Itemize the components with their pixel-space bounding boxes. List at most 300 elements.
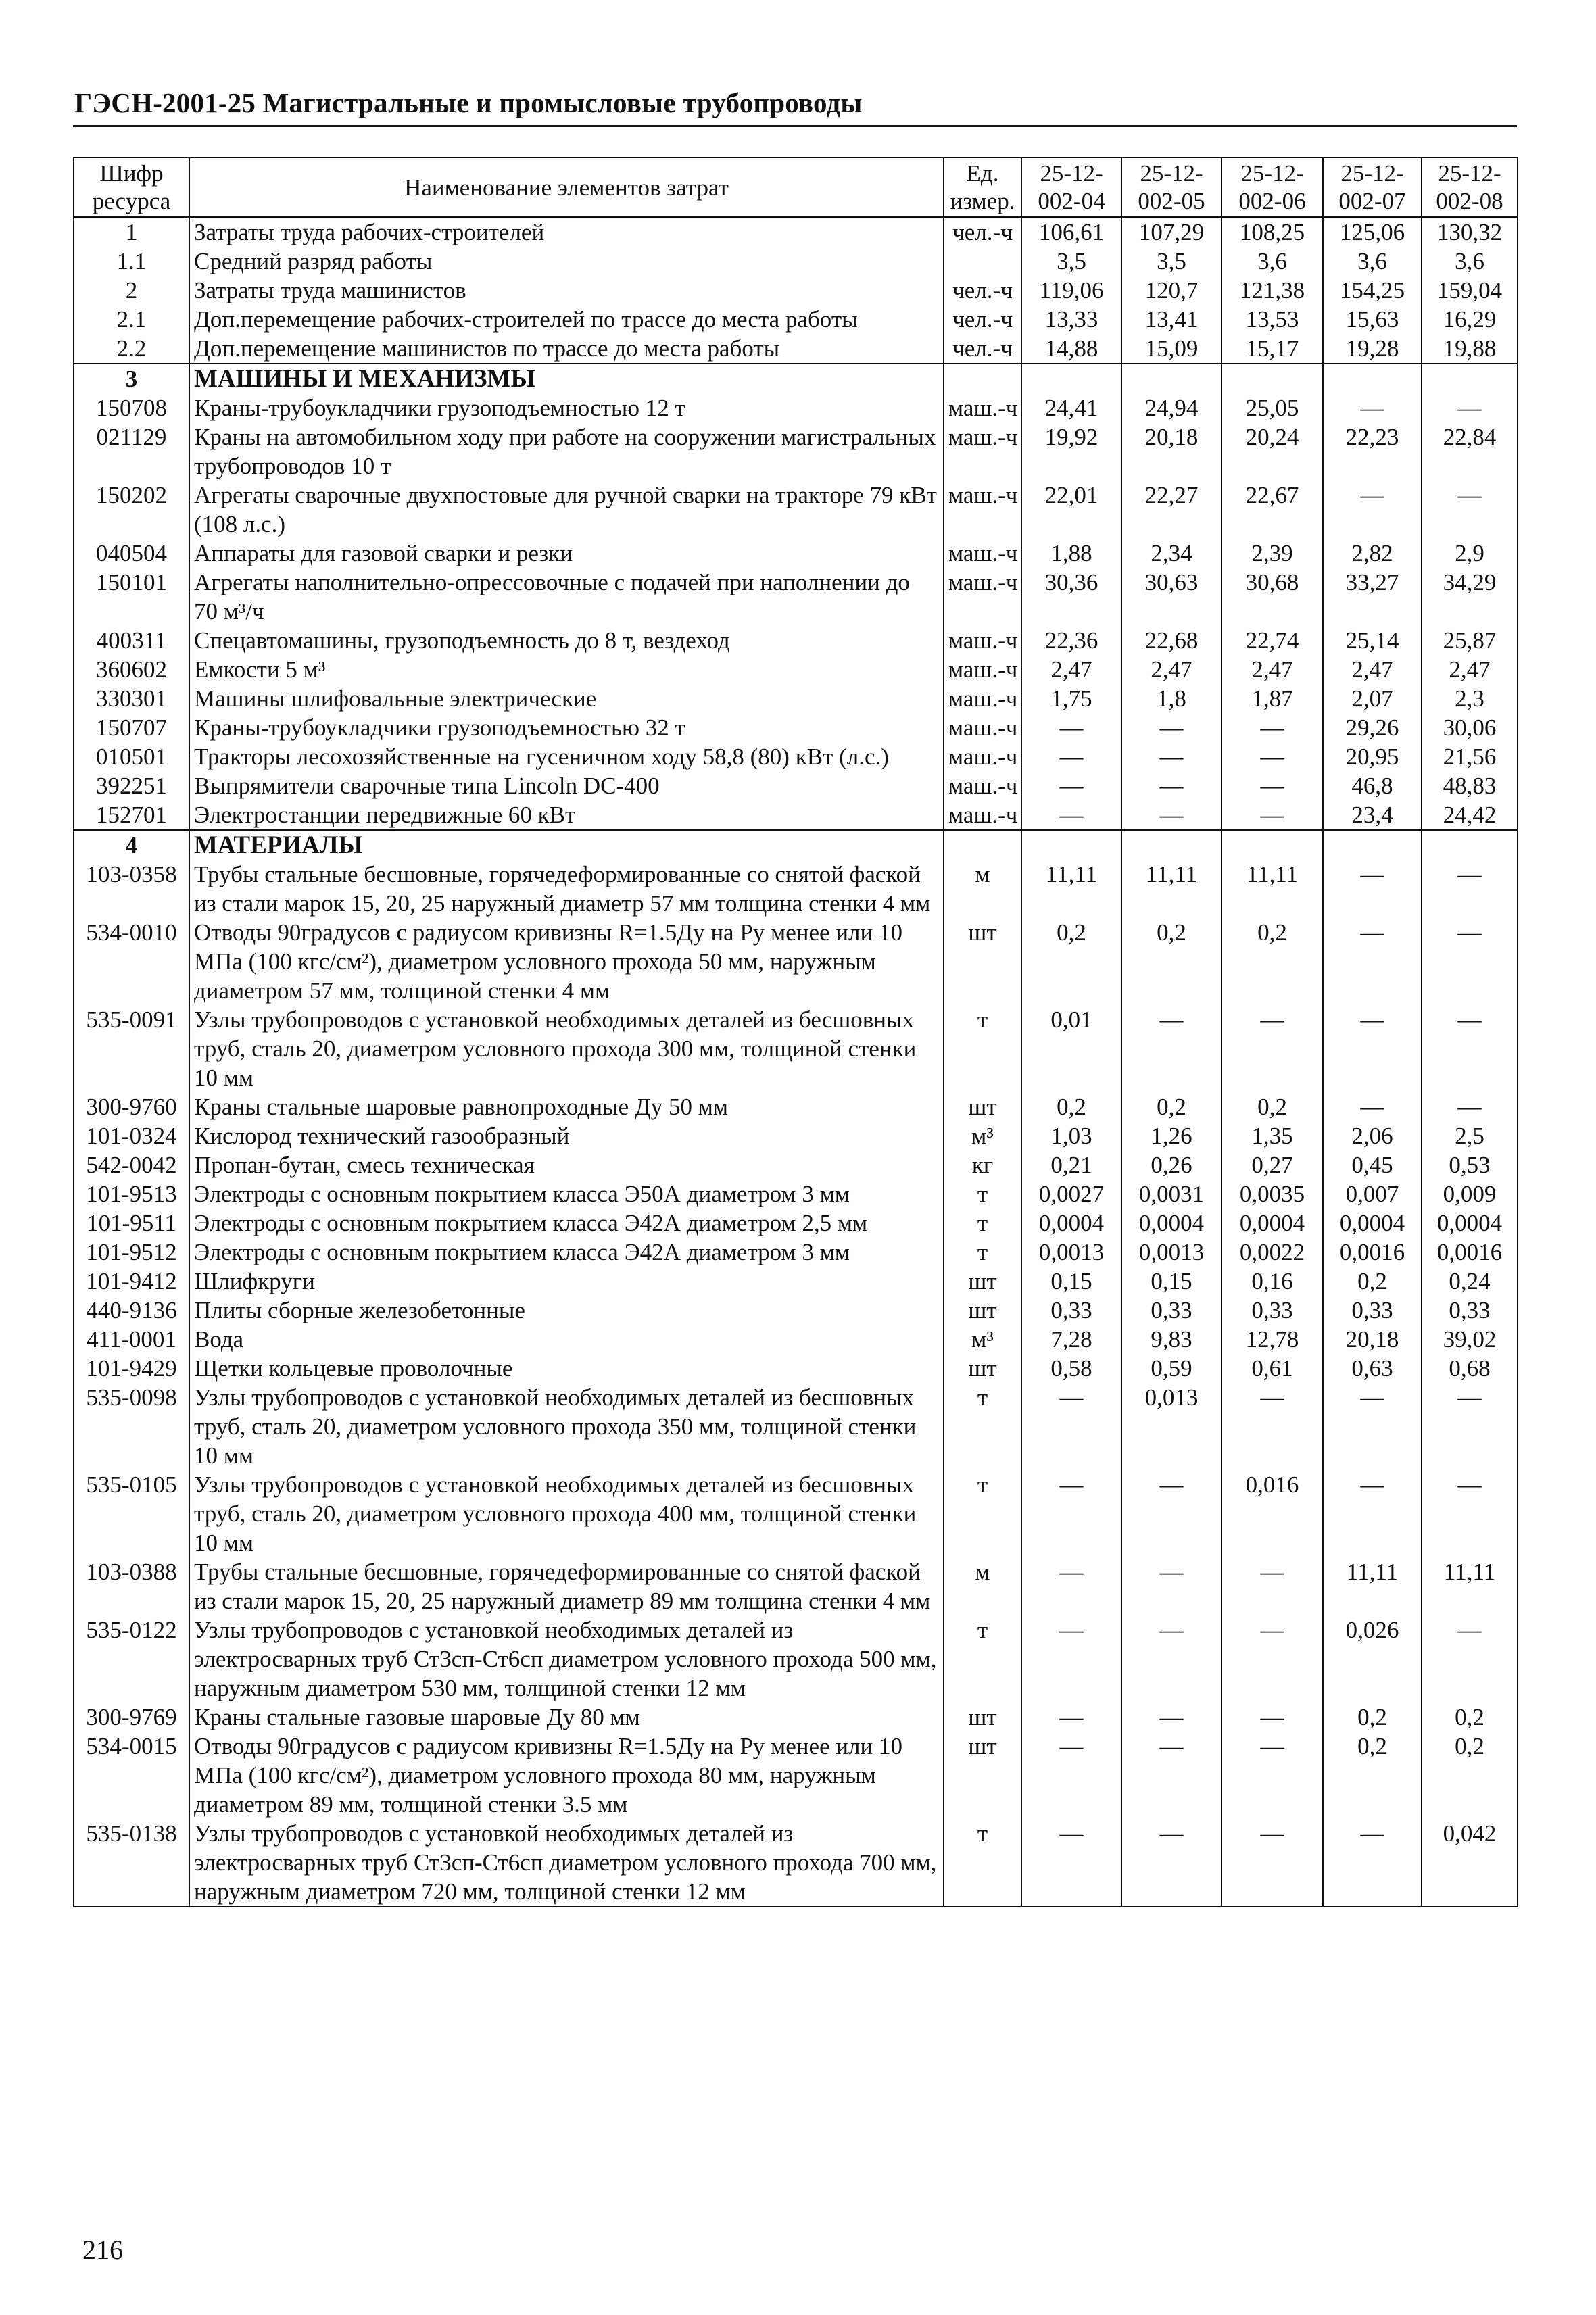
norm-value: —: [1021, 1732, 1121, 1819]
norm-value: —: [1323, 393, 1422, 422]
table-row: [74, 684, 1518, 713]
norm-value: 30,63: [1121, 568, 1222, 626]
norm-value: 46,8: [1323, 771, 1422, 800]
resource-code: 1.1: [74, 247, 189, 276]
norm-value: —: [1222, 1819, 1323, 1907]
table-row: [74, 1150, 1518, 1179]
norm-value: —: [1323, 1819, 1422, 1907]
resource-code: 542-0042: [74, 1150, 189, 1179]
norm-value: 3,5: [1121, 247, 1222, 276]
norm-value: 21,56: [1422, 742, 1518, 771]
norm-value: 11,11: [1121, 860, 1222, 918]
norm-value: —: [1121, 713, 1222, 742]
norm-value: 108,25: [1222, 217, 1323, 247]
resource-code: 150707: [74, 713, 189, 742]
unit: кг: [944, 1150, 1021, 1179]
norm-value: 0,58: [1021, 1354, 1121, 1383]
element-name: Узлы трубопроводов с установкой необходимых деталей из электросварных труб Ст3сп-Ст6сп диаметром условного прохода 500 мм, наружным диаметром 530 мм, толщиной стенки 12 мм: [189, 1615, 944, 1703]
norm-value: 0,0031: [1121, 1179, 1222, 1209]
table-row: [74, 1703, 1518, 1732]
col-header-25-12-002-04: 25-12- 002-04: [1021, 157, 1121, 217]
norm-value: 0,013: [1121, 1383, 1222, 1470]
resource-code: 101-9429: [74, 1354, 189, 1383]
running-head: ГЭСН-2001-25 Магистральные и промысловые трубопроводы: [74, 87, 863, 118]
norm-value: 0,45: [1323, 1150, 1422, 1179]
table-row: [74, 1267, 1518, 1296]
element-name: Краны-трубоукладчики грузоподъемностью 32 т: [189, 713, 944, 742]
resource-code: 101-9512: [74, 1238, 189, 1267]
unit: шт: [944, 1092, 1021, 1121]
norm-value: 15,63: [1323, 305, 1422, 334]
norm-value: 2,34: [1121, 539, 1222, 568]
norm-value: 2,82: [1323, 539, 1422, 568]
table-row: [74, 1354, 1518, 1383]
unit: [944, 830, 1021, 860]
norm-value: —: [1323, 1470, 1422, 1557]
norm-value: 0,2: [1323, 1703, 1422, 1732]
element-name: Средний разряд работы: [189, 247, 944, 276]
norm-value: —: [1422, 393, 1518, 422]
element-name: Краны-трубоукладчики грузоподъемностью 12 т: [189, 393, 944, 422]
resource-code: 411-0001: [74, 1325, 189, 1354]
norm-value: 0,33: [1323, 1296, 1422, 1325]
resource-code: 534-0010: [74, 918, 189, 1005]
element-name: МАТЕРИАЛЫ: [189, 830, 944, 860]
element-name: Затраты труда машинистов: [189, 276, 944, 305]
table-row: [74, 393, 1518, 422]
unit: маш.-ч: [944, 481, 1021, 539]
unit: шт: [944, 1354, 1021, 1383]
norm-value: 121,38: [1222, 276, 1323, 305]
col-header-25-12-002-08: 25-12- 002-08: [1422, 157, 1518, 217]
norm-value: [1323, 830, 1422, 860]
unit: т: [944, 1179, 1021, 1209]
unit: чел.-ч: [944, 334, 1021, 364]
element-name: Доп.перемещение рабочих-строителей по трассе до места работы: [189, 305, 944, 334]
resource-code: 010501: [74, 742, 189, 771]
norm-value: 1,8: [1121, 684, 1222, 713]
norm-value: 3,6: [1222, 247, 1323, 276]
norm-value: 22,68: [1121, 626, 1222, 655]
element-name: Машины шлифовальные электрические: [189, 684, 944, 713]
norm-value: 0,2: [1323, 1267, 1422, 1296]
col-header-name: Наименование элементов затрат: [189, 157, 944, 217]
norm-value: 25,87: [1422, 626, 1518, 655]
norm-value: 125,06: [1323, 217, 1422, 247]
table-row: [74, 1383, 1518, 1470]
norm-value: 2,47: [1422, 655, 1518, 684]
norm-value: —: [1422, 1615, 1518, 1703]
element-name: Тракторы лесохозяйственные на гусеничном ходу 58,8 (80) кВт (л.с.): [189, 742, 944, 771]
resource-code: 360602: [74, 655, 189, 684]
element-name: Отводы 90градусов с радиусом кривизны R=1.5Ду на Ру менее или 10 МПа (100 кгс/см²), диаметром условного прохода 80 мм, наружным диаметром 89 мм, толщиной стенки 3.5 мм: [189, 1732, 944, 1819]
element-name: Узлы трубопроводов с установкой необходимых деталей из бесшовных труб, сталь 20, диаметром условного прохода 400 мм, толщиной стенки 10 мм: [189, 1470, 944, 1557]
norm-value: —: [1422, 1383, 1518, 1470]
table-row: [74, 1615, 1518, 1703]
element-name: Выпрямители сварочные типа Lincoln DC-400: [189, 771, 944, 800]
table-row: [74, 1470, 1518, 1557]
norm-value: 0,0022: [1222, 1238, 1323, 1267]
unit: маш.-ч: [944, 742, 1021, 771]
norm-value: 2,47: [1222, 655, 1323, 684]
norm-value: 0,2: [1222, 1092, 1323, 1121]
norm-value: 0,0027: [1021, 1179, 1121, 1209]
norm-value: —: [1222, 1005, 1323, 1092]
norm-value: 22,84: [1422, 422, 1518, 481]
element-name: Плиты сборные железобетонные: [189, 1296, 944, 1325]
norm-value: 22,27: [1121, 481, 1222, 539]
norm-value: 0,33: [1121, 1296, 1222, 1325]
norm-value: 0,24: [1422, 1267, 1518, 1296]
norm-value: 1,75: [1021, 684, 1121, 713]
unit: т: [944, 1819, 1021, 1907]
element-name: Трубы стальные бесшовные, горячедеформированные со снятой фаской из стали марок 15, 20, 25 наружный диаметр 89 мм толщина стенки 4 мм: [189, 1557, 944, 1615]
resource-code: 2.2: [74, 334, 189, 364]
element-name: Краны стальные газовые шаровые Ду 80 мм: [189, 1703, 944, 1732]
table-row: [74, 1209, 1518, 1238]
norm-value: 0,2: [1021, 918, 1121, 1005]
norm-value: —: [1323, 481, 1422, 539]
element-name: Кислород технический газообразный: [189, 1121, 944, 1150]
unit: маш.-ч: [944, 393, 1021, 422]
norm-value: 22,01: [1021, 481, 1121, 539]
norm-value: 11,11: [1222, 860, 1323, 918]
norm-value: 9,83: [1121, 1325, 1222, 1354]
norm-value: 0,15: [1021, 1267, 1121, 1296]
norm-value: 19,88: [1422, 334, 1518, 364]
norm-value: 0,59: [1121, 1354, 1222, 1383]
norm-value: 20,18: [1121, 422, 1222, 481]
table-row: [74, 1732, 1518, 1819]
norm-value: 39,02: [1422, 1325, 1518, 1354]
norm-value: —: [1021, 771, 1121, 800]
col-header-unit: Ед. измер.: [944, 157, 1021, 217]
norm-value: 2,9: [1422, 539, 1518, 568]
norm-value: —: [1121, 1703, 1222, 1732]
table-row: [74, 860, 1518, 918]
norm-value: —: [1121, 1470, 1222, 1557]
table-body: [74, 217, 1518, 1907]
norm-value: —: [1021, 800, 1121, 830]
unit: маш.-ч: [944, 422, 1021, 481]
norm-value: [1121, 830, 1222, 860]
resource-code: 300-9760: [74, 1092, 189, 1121]
unit: чел.-ч: [944, 217, 1021, 247]
norm-value: 13,41: [1121, 305, 1222, 334]
norm-value: 0,16: [1222, 1267, 1323, 1296]
norm-value: 2,06: [1323, 1121, 1422, 1150]
norm-value: 154,25: [1323, 276, 1422, 305]
norm-value: —: [1222, 1703, 1323, 1732]
norm-value: —: [1222, 742, 1323, 771]
norm-value: 33,27: [1323, 568, 1422, 626]
norm-value: 22,74: [1222, 626, 1323, 655]
resource-code: 152701: [74, 800, 189, 830]
norm-value: —: [1422, 918, 1518, 1005]
norm-value: —: [1222, 771, 1323, 800]
norm-value: 22,67: [1222, 481, 1323, 539]
element-name: Шлифкруги: [189, 1267, 944, 1296]
resource-code: 440-9136: [74, 1296, 189, 1325]
element-name: Узлы трубопроводов с установкой необходимых деталей из бесшовных труб, сталь 20, диаметром условного прохода 350 мм, толщиной стенки 10 мм: [189, 1383, 944, 1470]
table-row: [74, 655, 1518, 684]
unit: шт: [944, 1703, 1021, 1732]
norm-value: 2,07: [1323, 684, 1422, 713]
table-row: [74, 481, 1518, 539]
element-name: Агрегаты сварочные двухпостовые для ручной сварки на тракторе 79 кВт (108 л.с.): [189, 481, 944, 539]
norm-value: [1021, 364, 1121, 393]
norm-value: 24,94: [1121, 393, 1222, 422]
norm-value: 2,47: [1121, 655, 1222, 684]
element-name: Электростанции передвижные 60 кВт: [189, 800, 944, 830]
norm-value: [1222, 830, 1323, 860]
norm-value: 0,01: [1021, 1005, 1121, 1092]
table-row: [74, 1092, 1518, 1121]
element-name: Электроды с основным покрытием класса Э50А диаметром 3 мм: [189, 1179, 944, 1209]
unit: т: [944, 1470, 1021, 1557]
table-row: [74, 334, 1518, 364]
element-name: Трубы стальные бесшовные, горячедеформированные со снятой фаской из стали марок 15, 20, 25 наружный диаметр 57 мм толщина стенки 4 мм: [189, 860, 944, 918]
resource-code: 101-0324: [74, 1121, 189, 1150]
norm-value: —: [1422, 1470, 1518, 1557]
norm-value: 0,009: [1422, 1179, 1518, 1209]
norm-value: 0,0016: [1323, 1238, 1422, 1267]
norm-value: 2,47: [1323, 655, 1422, 684]
norm-value: —: [1121, 1557, 1222, 1615]
norm-value: 25,14: [1323, 626, 1422, 655]
norm-value: 0,68: [1422, 1354, 1518, 1383]
norm-value: —: [1121, 1819, 1222, 1907]
norm-value: —: [1121, 771, 1222, 800]
resource-code: 3: [74, 364, 189, 393]
norm-value: [1222, 364, 1323, 393]
table-row: [74, 247, 1518, 276]
page-number: 216: [82, 2235, 123, 2265]
norm-value: 0,0004: [1222, 1209, 1323, 1238]
norm-value: 11,11: [1323, 1557, 1422, 1615]
norm-value: 0,2: [1121, 1092, 1222, 1121]
norm-value: 159,04: [1422, 276, 1518, 305]
norm-value: 120,7: [1121, 276, 1222, 305]
norm-value: 48,83: [1422, 771, 1518, 800]
unit: шт: [944, 1296, 1021, 1325]
norm-value: 0,0013: [1121, 1238, 1222, 1267]
table-row: [74, 305, 1518, 334]
norm-value: 24,42: [1422, 800, 1518, 830]
norm-value: [1121, 364, 1222, 393]
norm-value: —: [1021, 1819, 1121, 1907]
norm-value: 0,33: [1021, 1296, 1121, 1325]
table-row: [74, 1325, 1518, 1354]
unit: чел.-ч: [944, 305, 1021, 334]
norm-value: 11,11: [1422, 1557, 1518, 1615]
norm-value: 0,2: [1422, 1703, 1518, 1732]
norm-value: —: [1121, 742, 1222, 771]
norm-value: 15,17: [1222, 334, 1323, 364]
norm-value: —: [1323, 918, 1422, 1005]
norm-value: 0,2: [1222, 918, 1323, 1005]
unit: маш.-ч: [944, 684, 1021, 713]
unit: т: [944, 1383, 1021, 1470]
resource-code: 150202: [74, 481, 189, 539]
norm-value: —: [1323, 1383, 1422, 1470]
norm-value: 34,29: [1422, 568, 1518, 626]
norm-value: —: [1323, 1092, 1422, 1121]
table-group-row: [74, 830, 1518, 860]
header-rule: [73, 125, 1517, 127]
table-row: [74, 713, 1518, 742]
norm-value: 13,33: [1021, 305, 1121, 334]
element-name: Щетки кольцевые проволочные: [189, 1354, 944, 1383]
resource-code: 535-0091: [74, 1005, 189, 1092]
norm-value: —: [1121, 800, 1222, 830]
resource-code: 040504: [74, 539, 189, 568]
unit: шт: [944, 918, 1021, 1005]
norm-value: 2,47: [1021, 655, 1121, 684]
norm-value: 29,26: [1323, 713, 1422, 742]
norm-value: —: [1021, 1615, 1121, 1703]
norm-value: —: [1222, 1615, 1323, 1703]
resource-code: 150708: [74, 393, 189, 422]
norm-value: [1021, 830, 1121, 860]
table-row: [74, 1005, 1518, 1092]
unit: маш.-ч: [944, 771, 1021, 800]
norm-value: 13,53: [1222, 305, 1323, 334]
element-name: Вода: [189, 1325, 944, 1354]
element-name: Электроды с основным покрытием класса Э42А диаметром 3 мм: [189, 1238, 944, 1267]
element-name: Узлы трубопроводов с установкой необходимых деталей из бесшовных труб, сталь 20, диаметром условного прохода 300 мм, толщиной стенки 10 мм: [189, 1005, 944, 1092]
norm-value: 2,3: [1422, 684, 1518, 713]
norm-value: —: [1021, 742, 1121, 771]
norm-value: 0,27: [1222, 1150, 1323, 1179]
element-name: Электроды с основным покрытием класса Э42А диаметром 2,5 мм: [189, 1209, 944, 1238]
unit: т: [944, 1615, 1021, 1703]
norm-value: —: [1422, 481, 1518, 539]
element-name: Спецавтомашины, грузоподъемность до 8 т, вездеход: [189, 626, 944, 655]
norm-value: 3,5: [1021, 247, 1121, 276]
norm-value: 30,06: [1422, 713, 1518, 742]
unit: т: [944, 1238, 1021, 1267]
norm-value: 7,28: [1021, 1325, 1121, 1354]
table-row: [74, 217, 1518, 247]
norm-value: 0,0004: [1121, 1209, 1222, 1238]
table-row: [74, 1238, 1518, 1267]
resource-code: 1: [74, 217, 189, 247]
norm-value: 1,26: [1121, 1121, 1222, 1150]
resource-code: 300-9769: [74, 1703, 189, 1732]
resource-code: 4: [74, 830, 189, 860]
resource-code: 534-0015: [74, 1732, 189, 1819]
resource-code: 535-0122: [74, 1615, 189, 1703]
element-name: Отводы 90градусов с радиусом кривизны R=1.5Ду на Ру менее или 10 МПа (100 кгс/см²), диаметром условного прохода 50 мм, наружным диаметром 57 мм, толщиной стенки 4 мм: [189, 918, 944, 1005]
norm-value: —: [1222, 1383, 1323, 1470]
element-name: Узлы трубопроводов с установкой необходимых деталей из электросварных труб Ст3сп-Ст6сп диаметром условного прохода 700 мм, наружным диаметром 720 мм, толщиной стенки 12 мм: [189, 1819, 944, 1907]
resource-code: 101-9412: [74, 1267, 189, 1296]
table-row: [74, 422, 1518, 481]
norm-value: 106,61: [1021, 217, 1121, 247]
norm-value: 0,0013: [1021, 1238, 1121, 1267]
norm-value: 19,92: [1021, 422, 1121, 481]
norm-value: —: [1422, 860, 1518, 918]
table-header-row: [74, 157, 1518, 217]
norm-value: 20,24: [1222, 422, 1323, 481]
element-name: Емкости 5 м³: [189, 655, 944, 684]
col-header-25-12-002-05: 25-12- 002-05: [1121, 157, 1222, 217]
resource-code: 150101: [74, 568, 189, 626]
resource-code: 330301: [74, 684, 189, 713]
element-name: МАШИНЫ И МЕХАНИЗМЫ: [189, 364, 944, 393]
norm-value: —: [1121, 1615, 1222, 1703]
resource-code: 535-0098: [74, 1383, 189, 1470]
norm-value: 0,2: [1422, 1732, 1518, 1819]
resource-code: 103-0358: [74, 860, 189, 918]
unit: шт: [944, 1732, 1021, 1819]
norm-value: 0,2: [1021, 1092, 1121, 1121]
norm-value: 1,35: [1222, 1121, 1323, 1150]
unit: т: [944, 1005, 1021, 1092]
norm-value: —: [1021, 1557, 1121, 1615]
unit: маш.-ч: [944, 800, 1021, 830]
norm-value: 0,0035: [1222, 1179, 1323, 1209]
unit: маш.-ч: [944, 626, 1021, 655]
norm-value: —: [1222, 1732, 1323, 1819]
norm-value: 0,2: [1121, 918, 1222, 1005]
table-row: [74, 1121, 1518, 1150]
unit: шт: [944, 1267, 1021, 1296]
unit: [944, 364, 1021, 393]
norm-value: 0,53: [1422, 1150, 1518, 1179]
table-group-row: [74, 364, 1518, 393]
resource-code: 400311: [74, 626, 189, 655]
resource-code: 535-0105: [74, 1470, 189, 1557]
norm-value: 20,18: [1323, 1325, 1422, 1354]
norm-value: 0,0004: [1021, 1209, 1121, 1238]
table-row: [74, 568, 1518, 626]
norm-value: 30,36: [1021, 568, 1121, 626]
norm-value: 30,68: [1222, 568, 1323, 626]
norm-value: —: [1021, 713, 1121, 742]
unit: маш.-ч: [944, 539, 1021, 568]
element-name: Доп.перемещение машинистов по трассе до места работы: [189, 334, 944, 364]
norm-value: 0,21: [1021, 1150, 1121, 1179]
resource-code: 101-9513: [74, 1179, 189, 1209]
table-row: [74, 800, 1518, 830]
norm-value: 1,03: [1021, 1121, 1121, 1150]
resource-code: 103-0388: [74, 1557, 189, 1615]
norm-value: 20,95: [1323, 742, 1422, 771]
norm-value: 0,2: [1323, 1732, 1422, 1819]
table-row: [74, 1296, 1518, 1325]
norm-value: [1422, 830, 1518, 860]
norm-value: —: [1222, 800, 1323, 830]
norm-value: 23,4: [1323, 800, 1422, 830]
norm-value: 0,15: [1121, 1267, 1222, 1296]
element-name: Аппараты для газовой сварки и резки: [189, 539, 944, 568]
norm-value: —: [1422, 1092, 1518, 1121]
norm-value: 1,87: [1222, 684, 1323, 713]
norm-value: —: [1222, 713, 1323, 742]
norm-value: 25,05: [1222, 393, 1323, 422]
unit: чел.-ч: [944, 276, 1021, 305]
norm-value: 107,29: [1121, 217, 1222, 247]
table-row: [74, 771, 1518, 800]
norm-value: [1323, 364, 1422, 393]
resource-table: [73, 157, 1518, 1907]
col-header-25-12-002-07: 25-12- 002-07: [1323, 157, 1422, 217]
table-row: [74, 742, 1518, 771]
table-row: [74, 539, 1518, 568]
unit: м: [944, 860, 1021, 918]
